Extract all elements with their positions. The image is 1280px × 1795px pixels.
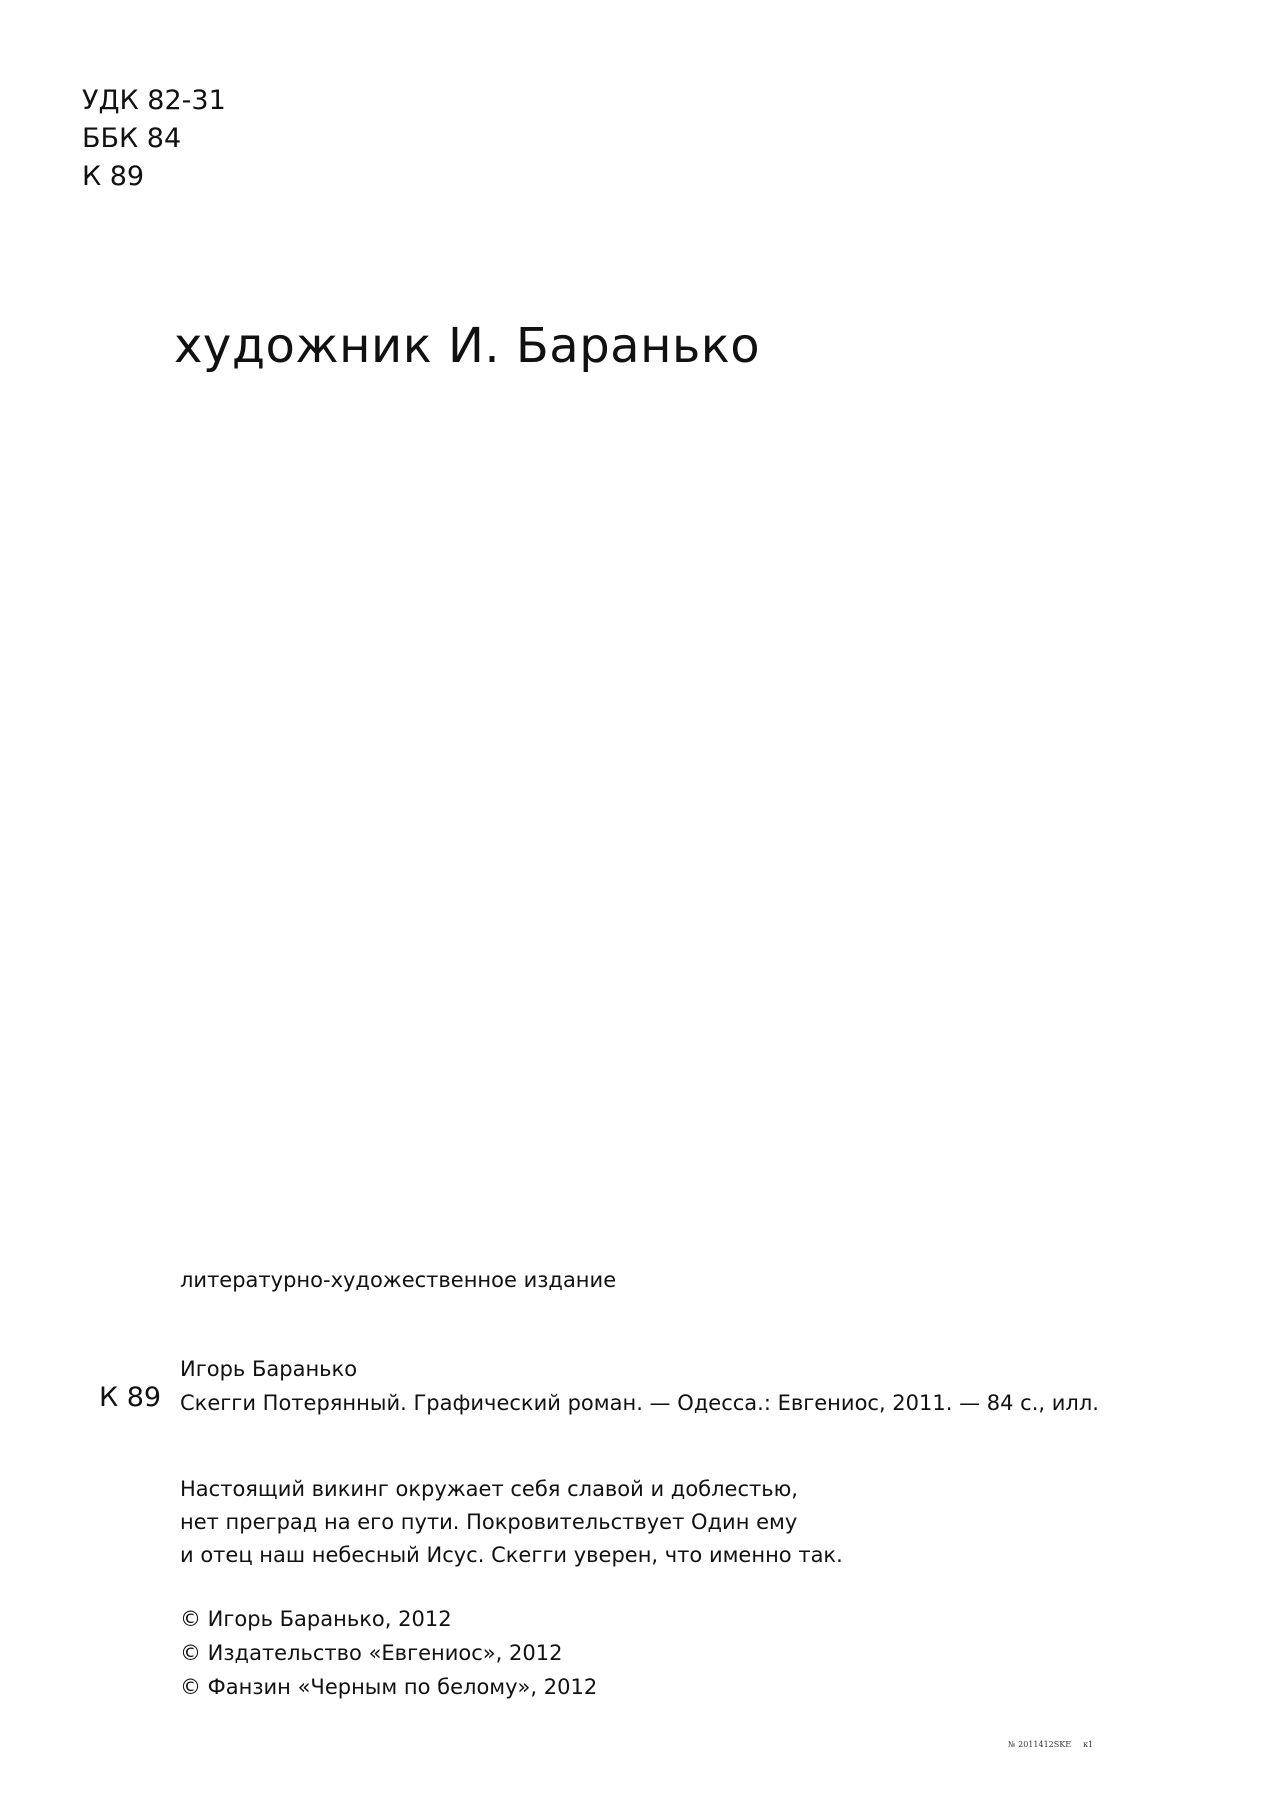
bibliographic-code: К 89 [99, 1382, 162, 1413]
print-number-value: № 2011412SKE [1008, 1740, 1072, 1749]
bibliographic-author: Игорь Баранько [180, 1357, 358, 1381]
udk-code: УДК 82-31 [82, 85, 226, 116]
print-number [1008, 1740, 1093, 1749]
copyright-line: © Игорь Баранько, 2012 [180, 1607, 452, 1631]
classification-block [82, 82, 226, 196]
annotation-line: и отец наш небесный Исус. Скегги уверен, что именно так. [180, 1543, 843, 1567]
bibliographic-description: Скегги Потерянный. Графический роман. — Одесса.: Евгениос, 2011. — 84 с., илл. [180, 1391, 1099, 1415]
annotation-line: Настоящий викинг окружает себя славой и доблестью, [180, 1477, 798, 1501]
copyright-line: © Фанзин «Черным по белому», 2012 [180, 1675, 598, 1699]
artist-credit: художник И. Баранько [174, 318, 761, 374]
annotation [180, 1473, 843, 1572]
author-mark: К 89 [82, 161, 145, 192]
bibliographic-record [180, 1352, 1099, 1420]
annotation-line: нет преград на его пути. Покровительствует Один ему [180, 1510, 798, 1534]
copyright-block [180, 1602, 597, 1704]
print-number-suffix: к1 [1083, 1740, 1094, 1749]
bbk-code: ББК 84 [82, 123, 182, 154]
edition-type: литературно-художественное издание [180, 1268, 617, 1292]
copyright-line: © Издательство «Евгениос», 2012 [180, 1641, 563, 1665]
